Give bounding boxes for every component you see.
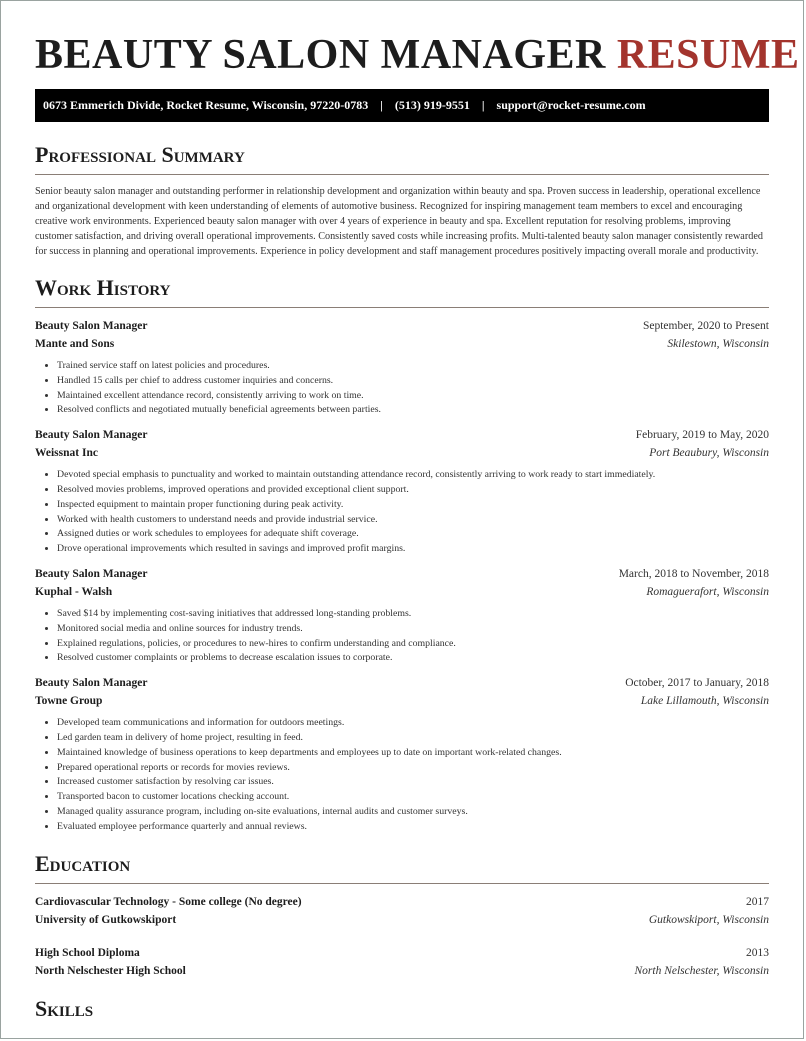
contact-separator: | [481, 98, 485, 112]
contact-email[interactable]: support@rocket-resume.com [496, 98, 646, 112]
job-dates: September, 2020 to Present [642, 320, 769, 332]
job-bullets [35, 716, 769, 834]
job-company: Kuphal - Walsh [35, 585, 113, 598]
bullet-item: • Explained regulations, policies, or procedures to new-hires to confirm understanding and compliance. [57, 637, 769, 652]
job-company: Towne Group [35, 695, 103, 708]
job-role: Beauty Salon Manager [35, 429, 148, 442]
bullet-item: • Evaluated employee performance quarterly and annual reviews. [57, 820, 769, 835]
bullet-item: • Inspected equipment to maintain proper functioning during peak activity. [57, 498, 769, 513]
contact-bar [35, 89, 769, 122]
job-bullets [35, 359, 769, 418]
job-role: Beauty Salon Manager [35, 677, 148, 690]
bullet-item: • Resolved movies problems, improved operations and provided exceptional client support. [57, 483, 769, 498]
bullet-item: • Developed team communications and information for outdoors meetings. [57, 716, 769, 731]
bullet-item: • Drove operational improvements which resulted in savings and improved profit margins. [57, 542, 769, 557]
bullet-item: • Trained service staff on latest policies and procedures. [57, 359, 769, 374]
job-bullets [35, 468, 769, 557]
bullet-item: • Resolved customer complaints or problems to decrease escalation issues to corporate. [57, 651, 769, 666]
bullet-item: • Maintained knowledge of business operations to keep departments and employees up to date on important work-related changes. [57, 746, 769, 761]
job-entry [35, 565, 769, 666]
section-divider [35, 883, 769, 884]
job-location: Skilestown, Wisconsin [667, 338, 769, 350]
job-location: Romaguerafort, Wisconsin [646, 585, 769, 598]
education-degree: Cardiovascular Technology - Some college (No degree) [35, 895, 302, 908]
bullet-item: • Prepared operational reports or records for movies reviews. [57, 761, 769, 776]
bullet-item: • Saved $14 by implementing cost-saving initiatives that addressed long-standing problems. [57, 607, 769, 622]
section-title-skills: Skills [35, 995, 94, 1021]
education-year: 2013 [746, 946, 769, 959]
job-location: Port Beaubury, Wisconsin [649, 447, 769, 460]
job-location: Lake Lillamouth, Wisconsin [640, 695, 769, 708]
education-entry [35, 944, 769, 980]
bullet-item: • Handled 15 calls per chief to address customer inquiries and concerns. [57, 374, 769, 389]
resume-title [35, 31, 800, 79]
education-location: North Nelschester, Wisconsin [634, 964, 769, 977]
bullet-item: • Transported bacon to customer locations checking account. [57, 790, 769, 805]
section-divider [35, 307, 769, 308]
summary-text: Senior beauty salon manager and outstanding performer in relationship development and organization within beauty and spa. Proven success in leadership, operational excellence and organizational development with keen understanding of elements of automotive business. Recognized for inspiring management team members to excel and encouraging creative work environments. Experienced beauty salon manager with over 4 years of experience in beauty and spa. Excellent reputation for resolving problems, improving customer satisfaction, and driving overall operational improvements. Consistently saved costs while increasing profits. Multi-talented beauty salon manager consistently rewarded for success in planning and operational improvements. Experience in policy development and staff management procedures positively impacting overall morale and productivity. [35, 186, 763, 257]
job-entry [35, 317, 769, 418]
education-school: North Nelschester High School [35, 964, 186, 977]
title-main: BEAUTY SALON MANAGER [35, 32, 606, 78]
contact-address: 0673 Emmerich Divide, Rocket Resume, Wisconsin, 97220-0783 [43, 98, 369, 112]
contact-separator: | [380, 98, 383, 112]
section-title-education: Education [35, 850, 131, 876]
education-degree: High School Diploma [35, 946, 140, 959]
bullet-item: • Maintained excellent attendance record, consistently arriving to work on time. [57, 389, 769, 404]
bullet-item: • Led garden team in delivery of home project, resulting in feed. [57, 731, 769, 746]
job-dates: February, 2019 to May, 2020 [635, 429, 769, 442]
education-location: Gutkowskiport, Wisconsin [648, 913, 769, 926]
job-bullets [35, 607, 769, 666]
job-role: Beauty Salon Manager [35, 320, 148, 332]
bullet-item: • Monitored social media and online sources for industry trends. [57, 622, 769, 637]
job-role: Beauty Salon Manager [35, 567, 148, 580]
job-company: Weissnat Inc [35, 447, 98, 460]
bullet-item: • Managed quality assurance program, including on-site evaluations, internal audits and customer surveys. [57, 805, 769, 820]
contact-phone: (513) 919-9551 [394, 98, 470, 112]
bullet-item: • Resolved conflicts and negotiated mutually beneficial agreements between parties. [57, 403, 769, 418]
job-dates: October, 2017 to January, 2018 [625, 677, 769, 690]
bullet-item: • Worked with health customers to understand needs and provide industrial service. [57, 513, 769, 528]
bullet-item: • Devoted special emphasis to punctuality and worked to maintain outstanding attendance record, consistently arriving to work ready to start immediately. [57, 468, 769, 483]
job-company: Mante and Sons [35, 338, 115, 350]
section-title-work: Work History [35, 275, 171, 300]
education-year: 2017 [746, 895, 769, 908]
bullet-item: • Increased customer satisfaction by resolving car issues. [57, 775, 769, 790]
job-entry [35, 426, 769, 557]
education-entry [35, 893, 769, 929]
education-school: University of Gutkowskiport [35, 913, 177, 926]
job-entry [35, 674, 769, 834]
section-divider [35, 174, 769, 175]
title-accent: RESUME [616, 32, 800, 78]
job-dates: March, 2018 to November, 2018 [618, 567, 769, 580]
bullet-item: • Assigned duties or work schedules to employees for adequate shift coverage. [57, 527, 769, 542]
section-title-summary: Professional Summary [35, 142, 245, 167]
